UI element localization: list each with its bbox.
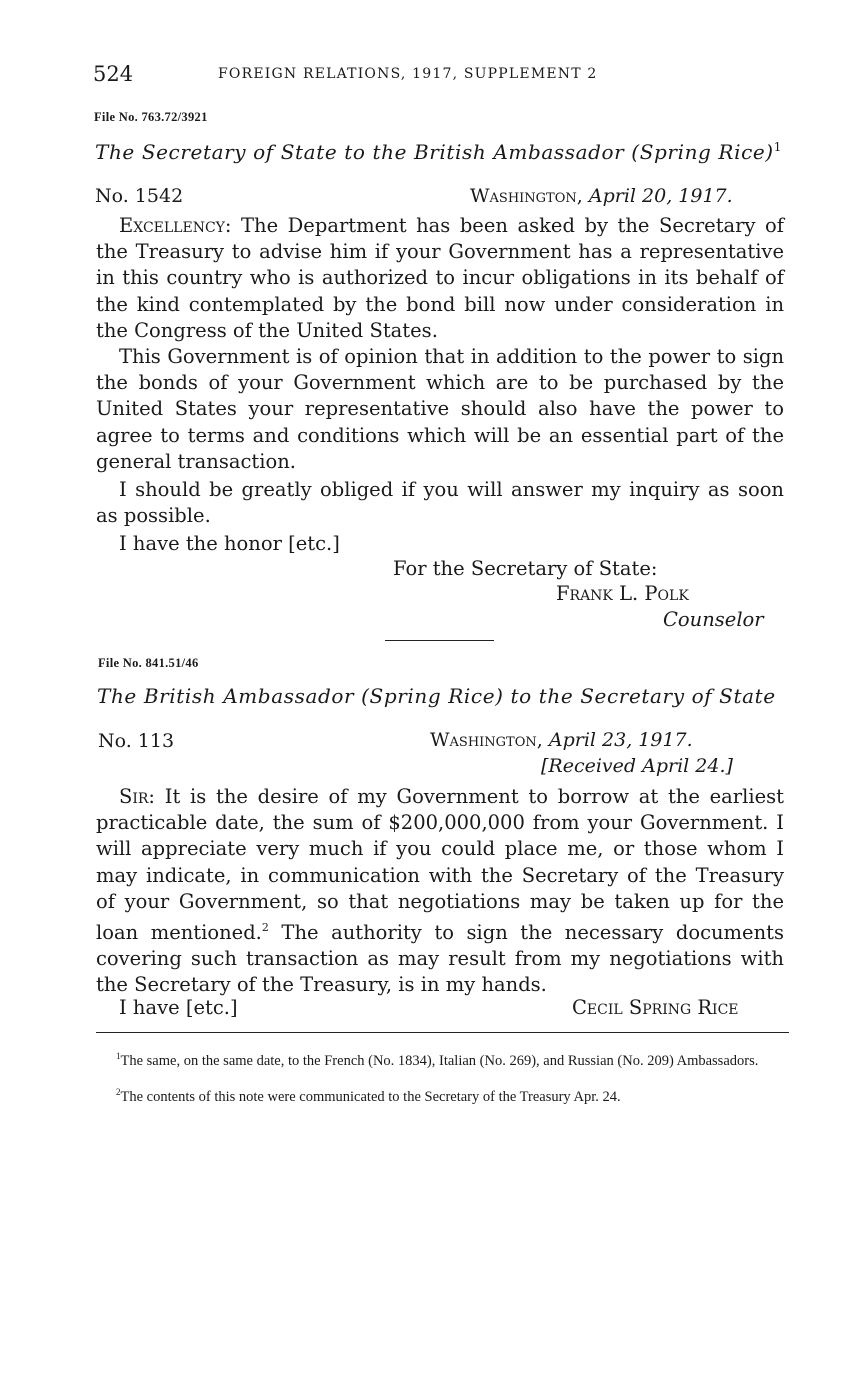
footnote-2 (98, 1084, 788, 1106)
doc2-heading: The British Ambassador (Spring Rice) to the Secretary of State (97, 684, 776, 708)
doc1-file-no: File No. 763.72/3921 (94, 110, 208, 124)
doc2-file-no: File No. 841.51/46 (98, 656, 199, 670)
doc2-closing: I have [etc.] (119, 996, 238, 1019)
doc2-date: April 23, 1917. (548, 729, 693, 751)
section-divider (385, 640, 494, 641)
doc2-body-part1: It is the desire of my Government to borrow at the earliest practicable date, the sum of $200,000,000 from your Government. I will appreciate very much if you could place me, or those whom I may indicate, in communication with the Secretary of the Treasury of your Government, so that negotiations may be taken up for the loan mentioned. (96, 785, 784, 945)
page-number: 524 (93, 62, 134, 86)
footnote-divider (96, 1032, 789, 1033)
doc1-date: April 20, 1917. (588, 185, 733, 207)
doc1-signer-title: Counselor (663, 608, 764, 631)
doc1-paragraph-1-text: The Department has been asked by the Secretary of the Treasury to advise him if your Government has a representative in this country who is authorized to incur obligations in its behalf of the kind contemplated by the bond bill now under consideration in the Congress of the United States. (96, 214, 784, 342)
doc2-body-part2: The authority to sign the necessary documents covering such transaction as may result from my negotiations with the Secretary of the Treasury, is in my hands. (96, 921, 784, 997)
doc2-body-footnote-ref: 2 (261, 921, 269, 935)
doc2-place: Washington, (430, 729, 543, 751)
doc1-salutation: Excellency: (119, 214, 232, 237)
doc1-heading (95, 140, 782, 164)
doc2-dateline (430, 729, 693, 751)
footnote-2-text: The contents of this note were communicated to the Secretary of the Treasury Apr. 24. (120, 1089, 621, 1105)
doc2-received: [Received April 24.] (541, 755, 733, 777)
doc1-number: No. 1542 (95, 185, 184, 207)
doc2-body (96, 784, 784, 999)
footnote-1-mark: 1 (116, 1051, 121, 1061)
doc1-signer: Frank L. Polk (556, 582, 689, 605)
doc1-paragraph-3: I should be greatly obliged if you will answer my inquiry as soon as possible. (96, 478, 784, 528)
doc2-salutation: Sir: (119, 785, 155, 808)
doc2-number: No. 113 (98, 730, 175, 752)
doc1-place: Washington, (470, 185, 583, 207)
doc1-dateline (470, 185, 733, 207)
doc1-heading-text: The Secretary of State to the British Ambassador (Spring Rice) (95, 140, 774, 164)
doc1-for-line: For the Secretary of State: (393, 557, 658, 580)
doc2-signer: Cecil Spring Rice (572, 996, 739, 1019)
doc1-paragraph-1 (96, 213, 784, 344)
running-title: FOREIGN RELATIONS, 1917, SUPPLEMENT 2 (218, 66, 598, 82)
footnote-1-text: The same, on the same date, to the French (No. 1834), Italian (No. 269), and Russian (No. 209) Ambassadors. (120, 1053, 759, 1069)
doc1-heading-footnote-ref: 1 (773, 140, 782, 154)
footnote-1 (98, 1048, 788, 1070)
doc1-paragraph-2: This Government is of opinion that in addition to the power to sign the bonds of your Government which are to be purchased by the United States your representative should also have the power to agree to terms and conditions which will be an essential part of the general transaction. (96, 345, 784, 473)
footnote-2-mark: 2 (116, 1087, 121, 1097)
doc1-closing: I have the honor [etc.] (119, 532, 340, 555)
